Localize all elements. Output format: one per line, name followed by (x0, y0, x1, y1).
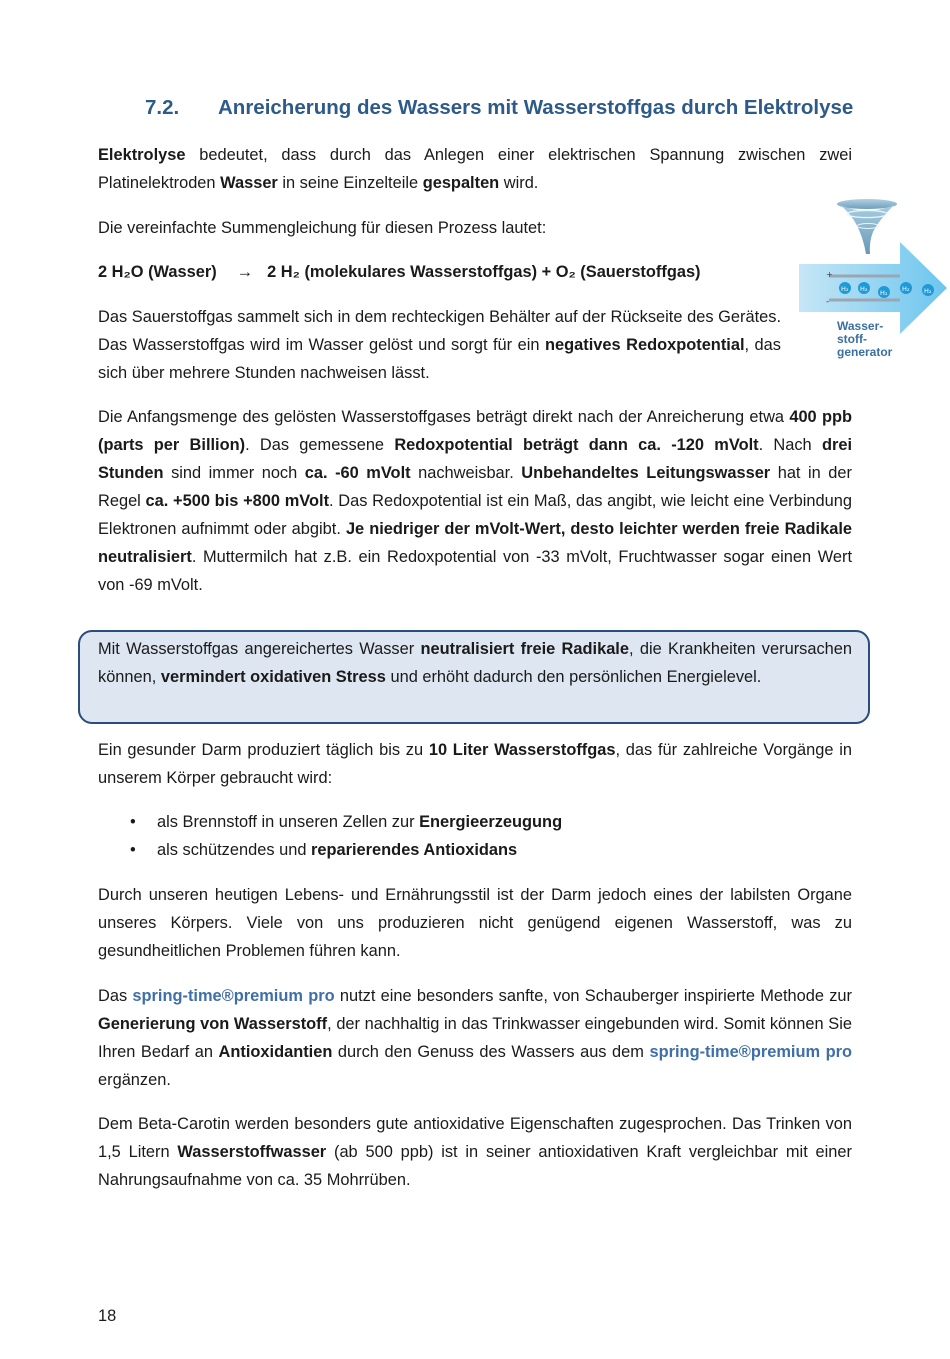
text-run: bedeutet, dass durch das Anlegen einer elektrischen Spannung zwischen zwei Platinelektroden (98, 146, 852, 192)
page-number: 18 (98, 1307, 117, 1325)
section-title: Anreicherung des Wassers mit Wasserstoffgas durch Elektrolyse (218, 96, 854, 119)
beta-carotin-paragraph (98, 1110, 852, 1194)
bold-run: Je niedriger der mVolt-Wert, desto leichter werden freie Radikale neutralisiert (98, 520, 852, 566)
gut-paragraph (98, 736, 852, 792)
bold-run: Unbehandeltes Leitungswasser (521, 464, 771, 482)
bold-run: Generierung von Wasserstoff (98, 1015, 328, 1033)
caption-line: Wasser- (837, 319, 884, 333)
caption-line: generator (837, 345, 893, 359)
bold-run: 400 ppb (parts per Billion) (98, 408, 852, 454)
text-run: in seine Einzelteile (277, 174, 423, 192)
plus-sign: + (826, 270, 833, 279)
bold-run: ca. +500 bis +800 mVolt (145, 492, 330, 510)
bold-run: Antioxidantien (218, 1043, 333, 1061)
text-run: , der nachhaltig in das Trinkwasser eingebunden wird. Somit können Sie Ihren Bedarf an (98, 1015, 852, 1061)
text-run: und erhöht dadurch den persönlichen Energielevel. (385, 668, 762, 686)
term-wasser: Wasser (220, 174, 278, 192)
text-run: . Muttermilch hat z.B. ein Redoxpotential von -33 mVolt, Fruchtwasser sogar einen Wert von -69 mVolt. (98, 548, 852, 594)
text-run: durch den Genuss des Wassers aus dem (332, 1043, 650, 1061)
product-brand-name: spring-time®premium pro (132, 987, 335, 1005)
text-run: Ein gesunder Darm produziert täglich bis zu (98, 741, 429, 759)
list-item (98, 808, 852, 836)
figure-caption (837, 320, 892, 359)
equation-left: 2 H₂O (Wasser) (98, 263, 217, 281)
bold-run: neutralisiert freie Radikale (420, 640, 629, 658)
text-run: nachweisbar. (410, 464, 522, 482)
text-run: . Nach (758, 436, 822, 454)
product-brand-name: spring-time®premium pro (649, 1043, 852, 1061)
text-run: Dem Beta-Carotin werden besonders gute antioxidative Eigenschaften zugesprochen. Das Trinken von 1,5 Litern (98, 1115, 852, 1161)
term-elektrolyse: Elektrolyse (98, 146, 186, 164)
minus-sign: - (826, 297, 830, 307)
text-run: nutzt eine besonders sanfte, von Schauberger inspirierte Methode zur (334, 987, 853, 1005)
text-run: , die Krankheiten verursachen können, (98, 640, 852, 686)
equation-right: 2 H₂ (molekulares Wasserstoffgas) + O₂ (Sauerstoffgas) (267, 263, 701, 281)
h2-label: H₂ (860, 285, 868, 293)
h2-label: H₂ (924, 287, 932, 295)
bullet-icon: • (130, 841, 136, 859)
amount-paragraph (98, 403, 852, 599)
intro-paragraph (98, 141, 852, 197)
chemical-equation (98, 258, 701, 286)
h2-label: H₂ (880, 289, 888, 297)
text-run: wird. (499, 174, 539, 192)
text-run: Das Sauerstoffgas sammelt sich in dem rechteckigen Behälter auf der Rückseite des Gerätes. Das Wasserstoffgas wird im Wasser gelöst und sorgt für ein (98, 308, 781, 354)
callout-text (98, 635, 852, 691)
lifestyle-paragraph: Durch unseren heutigen Lebens- und Ernährungsstil ist der Darm jedoch eines der labilsten Organe unseres Körpers. Viele von uns produzieren nicht genügend eigenen Wasserstoff, was zu gesundheitlichen Problemen führen kann. (98, 886, 852, 960)
text-run: . Das Redoxpotential ist ein Maß, das angibt, wie leicht eine Verbindung Elektronen aufnimmt oder abgibt. (98, 492, 852, 538)
text-run: Mit Wasserstoffgas angereichertes Wasser (98, 640, 421, 658)
bold-run: Wasserstoffwasser (177, 1143, 327, 1161)
text-run: (ab 500 ppb) ist in seiner antioxidativen Kraft vergleichbar mit einer Nahrungsaufnahme von ca. 35 Mohrrüben. (98, 1143, 852, 1189)
text-run: Die Anfangsmenge des gelösten Wasserstoffgases beträgt direkt nach der Anreicherung etwa (98, 408, 790, 426)
bold-run: negatives Redoxpotential (545, 336, 745, 354)
h2-label: H₂ (902, 285, 910, 293)
bold-run: reparierendes Antioxidans (311, 841, 518, 859)
text-run: sind immer noch (163, 464, 305, 482)
water-vortex-icon (837, 199, 897, 254)
bold-run: Redoxpotential beträgt dann ca. -120 mVolt (394, 436, 759, 454)
text-run: , das sich über mehrere Stunden nachweisen lässt. (98, 336, 781, 382)
text-run: als Brennstoff in unseren Zellen zur (157, 813, 420, 831)
term-gespalten: gespalten (422, 174, 500, 192)
section-number: 7.2. (145, 96, 180, 119)
bold-run: Energieerzeugung (419, 813, 563, 831)
oxygen-paragraph (98, 303, 781, 387)
bold-run: vermindert oxidativen Stress (160, 668, 386, 686)
text-run: hat in der Regel (98, 464, 852, 510)
bullet-icon: • (130, 813, 136, 831)
hydrogen-generator-figure (797, 196, 950, 372)
text-run: ergänzen. (98, 1071, 171, 1089)
bold-run: drei Stunden (98, 436, 852, 482)
text-run: Das (98, 987, 133, 1005)
text-run: , das für zahlreiche Vorgänge in unserem Körper gebraucht wird: (98, 741, 852, 787)
section-heading (145, 96, 853, 120)
arrow-icon: → (236, 263, 254, 281)
product-paragraph (98, 982, 852, 1094)
summary-line: Die vereinfachte Summengleichung für diesen Prozess lautet: (98, 219, 547, 237)
list-item (98, 836, 852, 864)
highlight-callout-box (78, 630, 870, 724)
text-run: als schützendes und (157, 841, 311, 859)
bullet-list (98, 808, 852, 864)
bold-run: 10 Liter Wasserstoffgas (428, 741, 616, 759)
caption-line: stoff- (837, 332, 867, 346)
bold-run: ca. -60 mVolt (304, 464, 411, 482)
h2-label: H₂ (841, 285, 849, 293)
text-run: . Das gemessene (245, 436, 395, 454)
